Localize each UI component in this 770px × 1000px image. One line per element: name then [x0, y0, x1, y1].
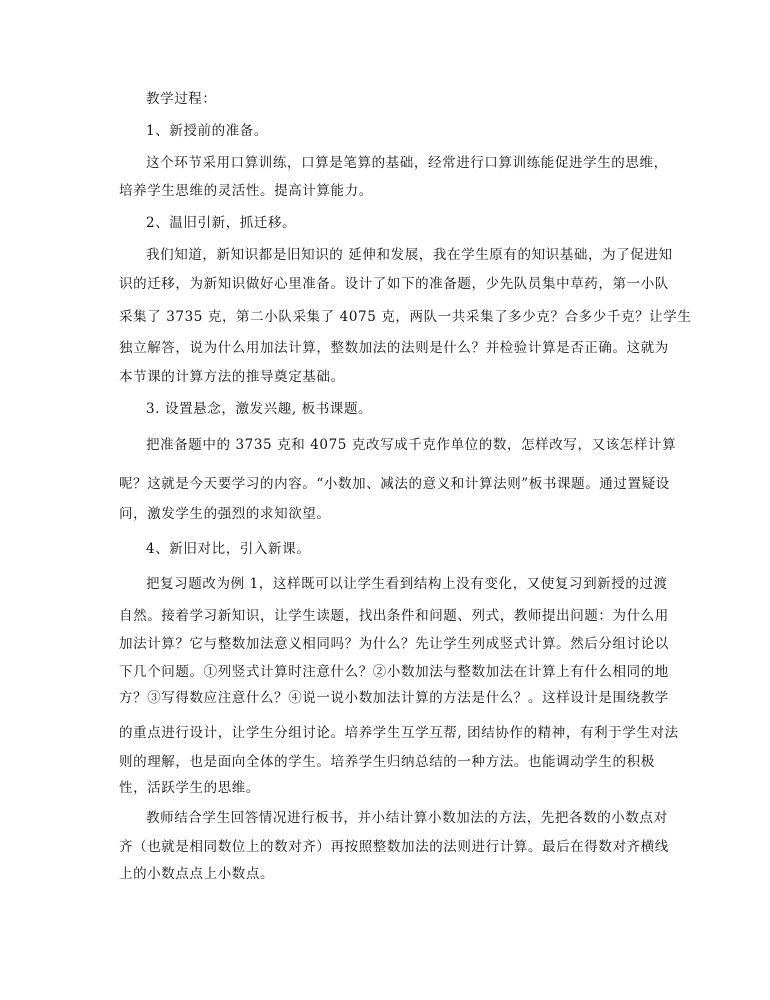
heading-teaching-process: 教学过程：: [146, 91, 217, 107]
paragraph-line: 问，激发学生的强烈的求知欲望。: [119, 506, 331, 522]
section-heading-3: 3. 设置悬念，激发兴趣, 板书课题。: [146, 401, 373, 417]
section-heading-4: 4、新旧对比，引入新课。: [146, 541, 311, 557]
section-heading-1: 1、新授前的准备。: [146, 123, 268, 139]
paragraph-line: 这个环节采用口算训练，口算是笔算的基础，经常进行口算训练能促进学生的思维，: [146, 155, 668, 171]
paragraph-line: 本节课的计算方法的推导奠定基础。: [119, 369, 345, 385]
paragraph-line: 识的迁移，为新知识做好心里准备。设计了如下的准备题，少先队员集中草药，第一小队: [119, 276, 669, 292]
paragraph-line: 呢？这就是今天要学习的内容。“小数加、减法的意义和计算法则”板书课题。通过置疑设: [119, 476, 670, 492]
paragraph-line: 教师结合学生回答情况进行板书，并小结计算小数加法的方法，先把各数的小数点对: [146, 810, 668, 826]
paragraph-line: 性，活跃学生的思维。: [119, 780, 260, 796]
paragraph-line: 培养学生思维的灵活性。提高计算能力。: [119, 183, 373, 199]
paragraph-line: 把准备题中的 3735 克和 4075 克改写成千克作单位的数，怎样改写，又该怎样计算: [146, 437, 677, 453]
paragraph-line: 则的理解，也是面向全体的学生。培养学生归纳总结的一种方法。也能调动学生的积极: [119, 754, 655, 770]
paragraph-line: 下几个问题。①列竖式计算时注意什么？②小数加法与整数加法在计算上有什么相同的地: [119, 664, 669, 680]
paragraph-line: 采集了 3735 克，第二小队采集了 4075 克，两队一共采集了多少克？合多少千克？让学生: [119, 309, 692, 325]
paragraph-line: 独立解答，说为什么用加法计算，整数加法的法则是什么？并检验计算是否正确。这就为: [119, 340, 669, 356]
paragraph-line: 的重点进行设计，让学生分组讨论。培养学生互学互帮, 团结协作的精神，有利于学生对法: [119, 725, 679, 741]
paragraph-line: 齐（也就是相同数位上的数对齐）再按照整数加法的法则进行计算。最后在得数对齐横线: [119, 839, 669, 855]
paragraph-line: 自然。接着学习新知识，让学生读题，找出条件和问题、列式，教师提出问题：为什么用: [119, 608, 669, 624]
paragraph-line: 我们知道，新知识都是旧知识的 延伸和发展，我在学生原有的知识基础，为了促进知: [146, 247, 673, 263]
paragraph-line: 加法计算？它与整数加法意义相同吗？为什么？先让学生列成竖式计算。然后分组讨论以: [119, 636, 669, 652]
section-heading-2: 2、温旧引新，抓迁移。: [146, 215, 297, 231]
paragraph-line: 上的小数点点上小数点。: [119, 866, 275, 882]
paragraph-line: 方？③写得数应注意什么？④说一说小数加法计算的方法是什么？。这样设计是围绕教学: [119, 690, 669, 706]
paragraph-line: 把复习题改为例 1，这样既可以让学生看到结构上没有变化，又使复习到新授的过渡: [146, 576, 668, 592]
